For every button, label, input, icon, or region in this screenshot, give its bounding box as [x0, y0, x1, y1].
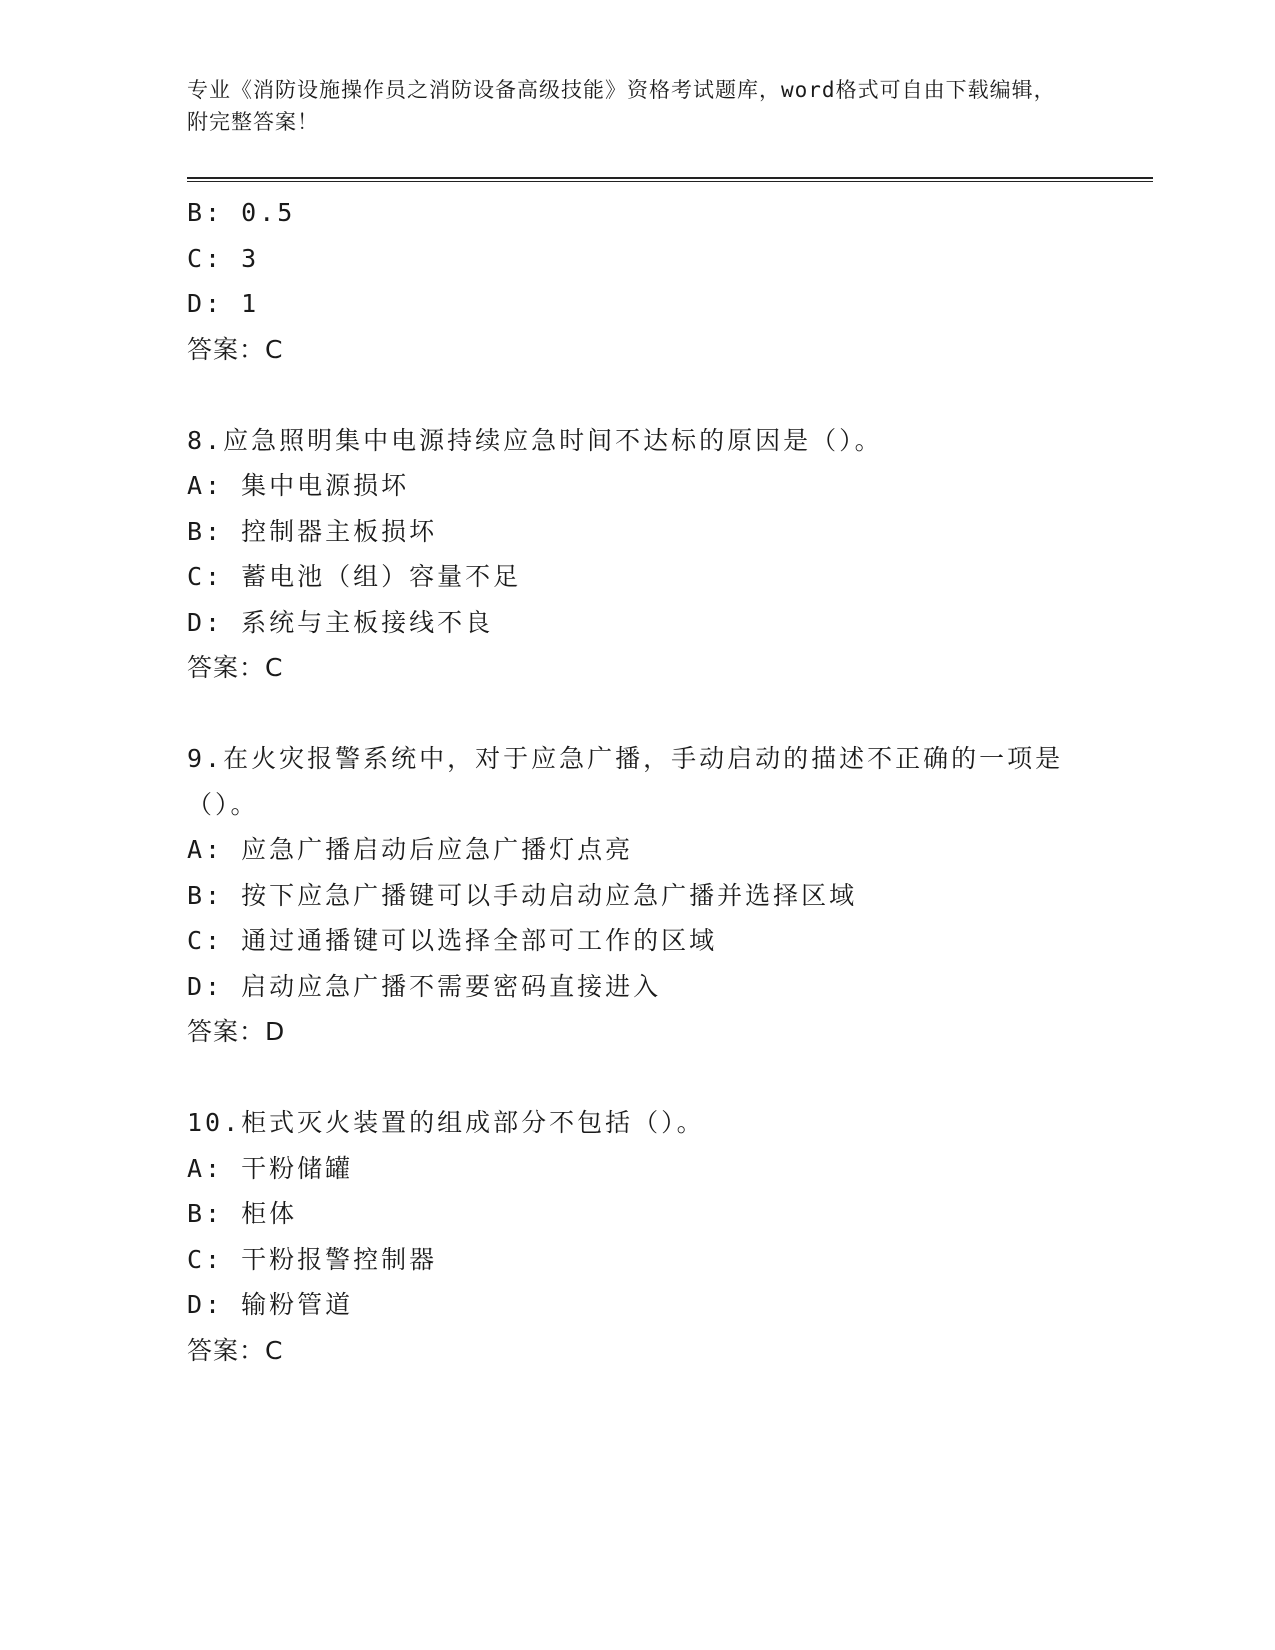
- spacer: [187, 372, 1087, 418]
- header-rule-thick: [187, 177, 1153, 179]
- option-c: C: 干粉报警控制器: [187, 1244, 438, 1274]
- spacer: [187, 1055, 1087, 1101]
- option-c: C: 3: [187, 243, 260, 273]
- option-b: B: 按下应急广播键可以手动启动应急广播并选择区域: [187, 880, 858, 910]
- answer-line: 答案：C: [187, 334, 284, 364]
- option-b: B: 控制器主板损坏: [187, 516, 438, 546]
- question-text: 8.应急照明集中电源持续应急时间不达标的原因是（）。: [187, 425, 883, 455]
- header-rule-thin: [187, 181, 1153, 182]
- option-c: C: 通过通播键可以选择全部可工作的区域: [187, 926, 718, 955]
- option-b: B: 柜体: [187, 1199, 298, 1228]
- option-a: A: 集中电源损坏: [187, 471, 410, 500]
- spacer: [187, 691, 1087, 737]
- option-d: D: 启动应急广播不需要密码直接进入: [187, 971, 662, 1001]
- option-a: A: 应急广播启动后应急广播灯点亮: [187, 835, 634, 864]
- question-8: [187, 418, 1087, 691]
- page-header: 专业《消防设施操作员之消防设备高级技能》资格考试题库，word格式可自由下载编辑，附完整答案！: [187, 78, 1056, 134]
- option-d: D: 输粉管道: [187, 1290, 354, 1319]
- question-text: 10.柜式灭火装置的组成部分不包括（）。: [187, 1108, 705, 1137]
- answer-line: 答案：D: [187, 1017, 286, 1046]
- question-text: 9.在火灾报警系统中，对于应急广播，手动启动的描述不正确的一项是（）。: [187, 744, 1064, 819]
- answer-line: 答案：C: [187, 653, 284, 682]
- option-a: A: 干粉储罐: [187, 1153, 354, 1183]
- option-c: C: 蓄电池（组）容量不足: [187, 562, 522, 591]
- option-d: D: 系统与主板接线不良: [187, 607, 494, 637]
- option-b: B: 0.5: [187, 198, 296, 227]
- question-list: [187, 190, 1087, 1373]
- option-d: D: 1: [187, 289, 260, 318]
- answer-line: 答案：C: [187, 1335, 284, 1365]
- question-9: [187, 736, 1087, 1055]
- question-10: [187, 1100, 1087, 1373]
- previous-question-tail: [187, 190, 1087, 372]
